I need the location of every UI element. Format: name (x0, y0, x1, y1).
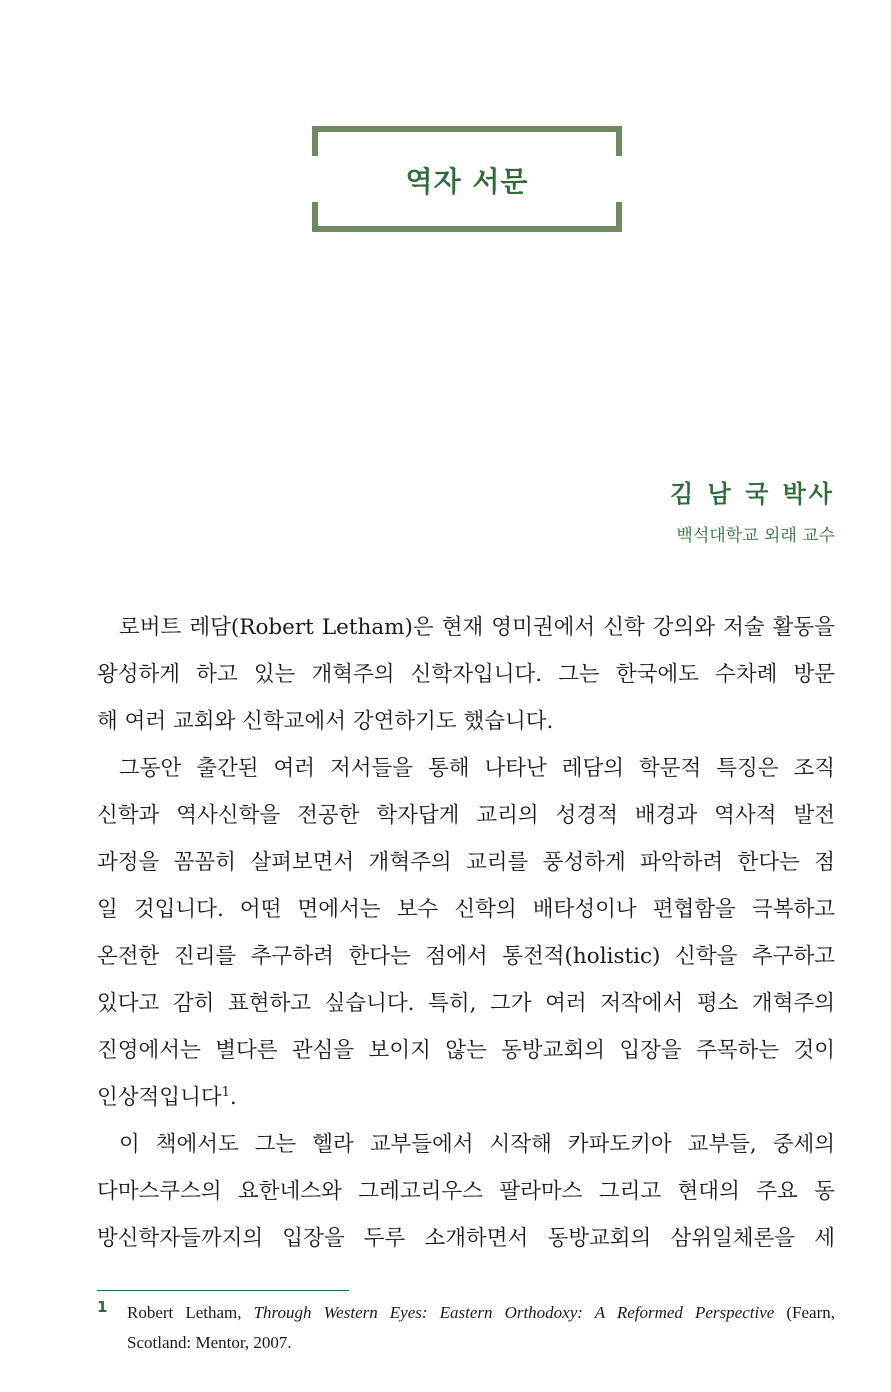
body-line: 방신학자들까지의 입장을 두루 소개하면서 동방교회의 삼위일체론을 세 (97, 1226, 835, 1251)
footnote-number: 1 (97, 1298, 108, 1316)
body-line: 과정을 꼼꼼히 살펴보면서 개혁주의 교리를 풍성하게 파악하려 한다는 점 (97, 850, 835, 875)
frame-right-top-corner (616, 126, 622, 156)
footnote-prefix: Robert Letham, (127, 1303, 254, 1322)
footnote-divider (97, 1290, 349, 1291)
body-line-period: . (229, 1085, 237, 1110)
body-line (97, 1074, 835, 1121)
frame-top-border (312, 126, 622, 132)
page-title: 역자 서문 (405, 165, 529, 198)
footnote-line: Scotland: Mentor, 2007. (127, 1333, 292, 1352)
footnote-book-title: Through Western Eyes: Eastern Orthodoxy: A Reformed Perspective (253, 1303, 775, 1322)
body-line: 해 여러 교회와 신학교에서 강연하기도 했습니다. (97, 709, 554, 734)
body-line: 온전한 진리를 추구하려 한다는 점에서 통전적(holistic) 신학을 추구하고 (97, 944, 835, 969)
body-line: 있다고 감히 표현하고 싶습니다. 특히, 그가 여러 저작에서 평소 개혁주의 (97, 991, 835, 1016)
body-line: 로버트 레담(Robert Letham)은 현재 영미권에서 신학 강의와 저술 활동을 (119, 615, 835, 640)
author-affiliation: 백석대학교 외래 교수 (676, 526, 835, 546)
footnote-reference[interactable]: 1 (221, 1084, 230, 1100)
frame-left-top-corner (312, 126, 318, 156)
body-line: 진영에서는 별다른 관심을 보이지 않는 동방교회의 입장을 주목하는 것이 (97, 1038, 835, 1063)
body-text (97, 604, 835, 1262)
body-line-text: 인상적입니다 (97, 1085, 222, 1110)
footnote-line (127, 1298, 835, 1328)
frame-bottom-border (312, 226, 622, 232)
body-line: 그동안 출간된 여러 저서들을 통해 나타난 레담의 학문적 특징은 조직 (119, 756, 835, 781)
author-name: 김 남 국 박사 (670, 480, 835, 508)
body-line: 신학과 역사신학을 전공한 학자답게 교리의 성경적 배경과 역사적 발전 (97, 803, 835, 828)
body-line: 다마스쿠스의 요한네스와 그레고리우스 팔라마스 그리고 현대의 주요 동 (97, 1179, 835, 1204)
footnote-suffix: (Fearn, (774, 1303, 835, 1322)
body-line: 왕성하게 하고 있는 개혁주의 신학자입니다. 그는 한국에도 수차례 방문 (97, 662, 835, 687)
body-line: 이 책에서도 그는 헬라 교부들에서 시작해 카파도키아 교부들, 중세의 (119, 1132, 835, 1157)
title-frame (312, 126, 622, 232)
footnote (97, 1298, 835, 1358)
body-line: 일 것입니다. 어떤 면에서는 보수 신학의 배타성이나 편협함을 극복하고 (97, 897, 835, 922)
